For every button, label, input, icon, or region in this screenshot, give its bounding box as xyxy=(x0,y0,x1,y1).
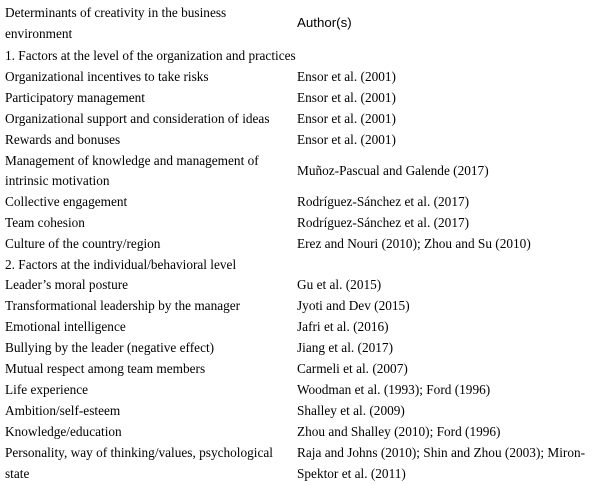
determinant-cell: Ambition/self-esteem xyxy=(5,403,121,419)
determinant-cell: Rewards and bonuses xyxy=(5,131,121,147)
author-cell: Shalley et al. (2009) xyxy=(297,403,405,419)
table-row xyxy=(0,109,600,130)
table-row xyxy=(0,275,600,296)
table-row xyxy=(0,338,600,359)
determinant-cell: Collective engagement xyxy=(5,193,128,209)
table-row xyxy=(0,422,600,443)
determinant-cell: Organizational incentives to take risks xyxy=(5,68,209,84)
author-cell: Rodríguez-Sánchez et al. (2017) xyxy=(297,214,470,230)
section-row xyxy=(0,46,600,67)
table-row xyxy=(0,213,600,234)
determinant-cell: Management of knowledge and management of intrinsic motivation xyxy=(5,152,259,188)
author-cell: Jyoti and Dev (2015) xyxy=(297,298,410,314)
table-row xyxy=(0,192,600,213)
author-cell: Zhou and Shalley (2010); Ford (1996) xyxy=(297,424,501,440)
table-row xyxy=(0,296,600,317)
author-cell: Erez and Nouri (2010); Zhou and Su (2010) xyxy=(297,235,531,251)
author-cell: Raja and Johns (2010); Shin and Zhou (2003); Miron-Spektor et al. (2011) xyxy=(297,445,586,481)
table-row xyxy=(0,380,600,401)
table-row xyxy=(0,317,600,338)
table-row xyxy=(0,130,600,151)
author-cell: Carmeli et al. (2007) xyxy=(297,361,408,377)
determinant-cell: Emotional intelligence xyxy=(5,319,126,335)
author-cell: Gu et al. (2015) xyxy=(297,277,382,293)
section-title: 2. Factors at the individual/behavioral level xyxy=(5,256,237,272)
table-row xyxy=(0,151,600,192)
table-row xyxy=(0,234,600,255)
determinant-cell: Personality, way of thinking/values, psychological state xyxy=(5,445,273,481)
header-author: Author(s) xyxy=(297,15,352,31)
table-row xyxy=(0,88,600,109)
author-cell: Ensor et al. (2001) xyxy=(297,68,396,84)
determinant-cell: Leader’s moral posture xyxy=(5,277,129,293)
determinant-cell: Life experience xyxy=(5,382,89,398)
author-cell: Muñoz-Pascual and Galende (2017) xyxy=(297,162,489,178)
determinant-cell: Team cohesion xyxy=(5,214,85,230)
author-cell: Ensor et al. (2001) xyxy=(297,110,396,126)
table-row xyxy=(0,443,600,484)
determinant-cell: Transformational leadership by the manager xyxy=(5,298,241,314)
determinant-cell: Bullying by the leader (negative effect) xyxy=(5,340,215,356)
author-cell: Rodríguez-Sánchez et al. (2017) xyxy=(297,193,470,209)
table-header-row xyxy=(0,0,600,46)
author-cell: Ensor et al. (2001) xyxy=(297,131,396,147)
author-cell: Jiang et al. (2017) xyxy=(297,340,394,356)
determinant-cell: Participatory management xyxy=(5,89,145,105)
determinant-cell: Culture of the country/region xyxy=(5,235,161,251)
table-row xyxy=(0,359,600,380)
author-cell: Woodman et al. (1993); Ford (1996) xyxy=(297,382,491,398)
author-cell: Ensor et al. (2001) xyxy=(297,89,396,105)
table-row xyxy=(0,67,600,88)
section-title: 1. Factors at the level of the organization and practices xyxy=(5,48,296,63)
table-row xyxy=(0,401,600,422)
author-cell: Jafri et al. (2016) xyxy=(297,319,389,335)
header-determinants: Determinants of creativity in the business environment xyxy=(5,5,227,41)
section-row xyxy=(0,255,600,276)
determinant-cell: Mutual respect among team members xyxy=(5,361,206,377)
determinant-cell: Organizational support and consideration of ideas xyxy=(5,110,270,126)
determinant-cell: Knowledge/education xyxy=(5,424,122,440)
